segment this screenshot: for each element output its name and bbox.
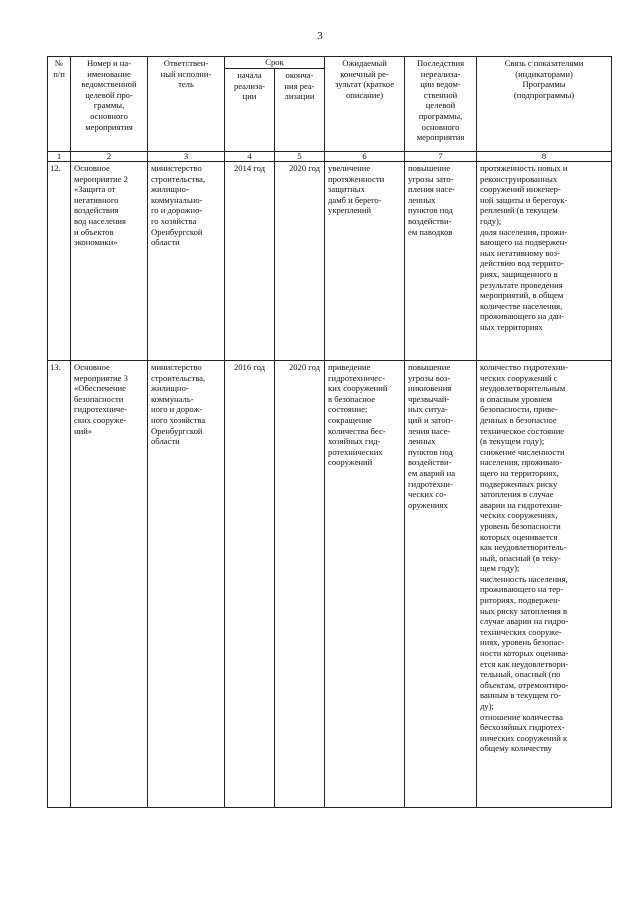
row-start: 2014 год (225, 162, 275, 361)
header-result: Ожидаемый конечный ре- зультат (краткое описание) (325, 57, 405, 152)
header-consequences: Последствия нереализа- ции ведом- ственной целевой программы, основного мероприятия (405, 57, 477, 152)
row-num: 12. (48, 162, 71, 361)
row-end: 2020 год (275, 162, 325, 361)
row-result: приведение гидротехничес- ких сооружений в безопасное состояние; сокращение количества бес- хозяйных гид- ротехнических сооружений (325, 361, 405, 808)
column-number: 3 (148, 152, 225, 162)
row-name: Основное мероприятие 3 «Обеспечение безопасности гидротехниче- ских сооруже- ний» (71, 361, 148, 808)
row-result: увеличение протяженности защитных дамб и берего- укреплений (325, 162, 405, 361)
program-table (47, 56, 612, 808)
row-indicators: количество гидротехни- ческих сооружений с неудовлетворительным и опасным уровнем безопасности, приве- денных в безопасное техническое состояние (в текущем году); снижение численности населения, проживаю- щего на территориях, подверженных риску затопления в случае аварии на гидротехни- ческих сооружениях, уровень безопасности которых оценивается как неудовлетворитель- ный, опасный (в теку- щем году); численность населения, проживающего на тер- риториях, подвержен- ных риску затопления в случае аварии на гидро- технических сооруже- ниях, уровень безопас- ности которых оценива- ется как неудовлетвори- тельный, опасный (по объектам, отремонтиро- ванным в текущем го- ду); отношение количества бесхозяйных гидротех- нических сооружений к общему количеству (477, 361, 612, 808)
column-number: 8 (477, 152, 612, 162)
header-term-end: оконча- ния реа- лизации (275, 69, 325, 152)
table-row (48, 361, 612, 808)
column-number: 7 (405, 152, 477, 162)
header-name: Номер и на- именование ведомственной целевой про- граммы, основного мероприятия (71, 57, 148, 152)
row-responsible: министерство строительства, жилищно- коммунально- го и дорожно- го хозяйства Оренбургской области (148, 162, 225, 361)
table-row (48, 162, 612, 361)
header-row (48, 57, 612, 69)
header-term: Срок (225, 57, 325, 69)
column-number: 6 (325, 152, 405, 162)
header-indicators: Связь с показателями (индикаторами) Программы (подпрограммы) (477, 57, 612, 152)
header-num: № п/п (48, 57, 71, 152)
header-term-start: начала реализа- ции (225, 69, 275, 152)
page-number: 3 (317, 30, 323, 42)
column-number: 1 (48, 152, 71, 162)
row-name: Основное мероприятие 2 «Защита от негативного воздействия вод населения и объектов экономики» (71, 162, 148, 361)
row-end: 2020 год (275, 361, 325, 808)
header-responsible: Ответствен- ный исполни- тель (148, 57, 225, 152)
row-start: 2016 год (225, 361, 275, 808)
column-number-row (48, 152, 612, 162)
column-number: 4 (225, 152, 275, 162)
row-num: 13. (48, 361, 71, 808)
row-responsible: министерство строительства, жилищно- коммуналь- ного и дорож- ного хозяйства Оренбургской области (148, 361, 225, 808)
column-number: 5 (275, 152, 325, 162)
row-consequences: повышение угрозы воз- никновения чрезвычай- ных ситуа- ций и затоп- ления насе- ленных пунктов под воздействи- ем аварий на гидротехни- ческих со- оружениях (405, 361, 477, 808)
column-number: 2 (71, 152, 148, 162)
row-indicators: протяженность новых и реконструированных сооружений инженер- ной защиты и берегоук- реплений (в текущем году); доля населения, прожи- вающего на подвержен- ных негативному воз- действию вод террито- риях, защищенного в результате проведения мероприятий, в общем количестве населения, проживающего на дан- ных территориях (477, 162, 612, 361)
row-consequences: повышение угрозы зато- пления насе- ленных пунктов под воздействи- ем паводков (405, 162, 477, 361)
